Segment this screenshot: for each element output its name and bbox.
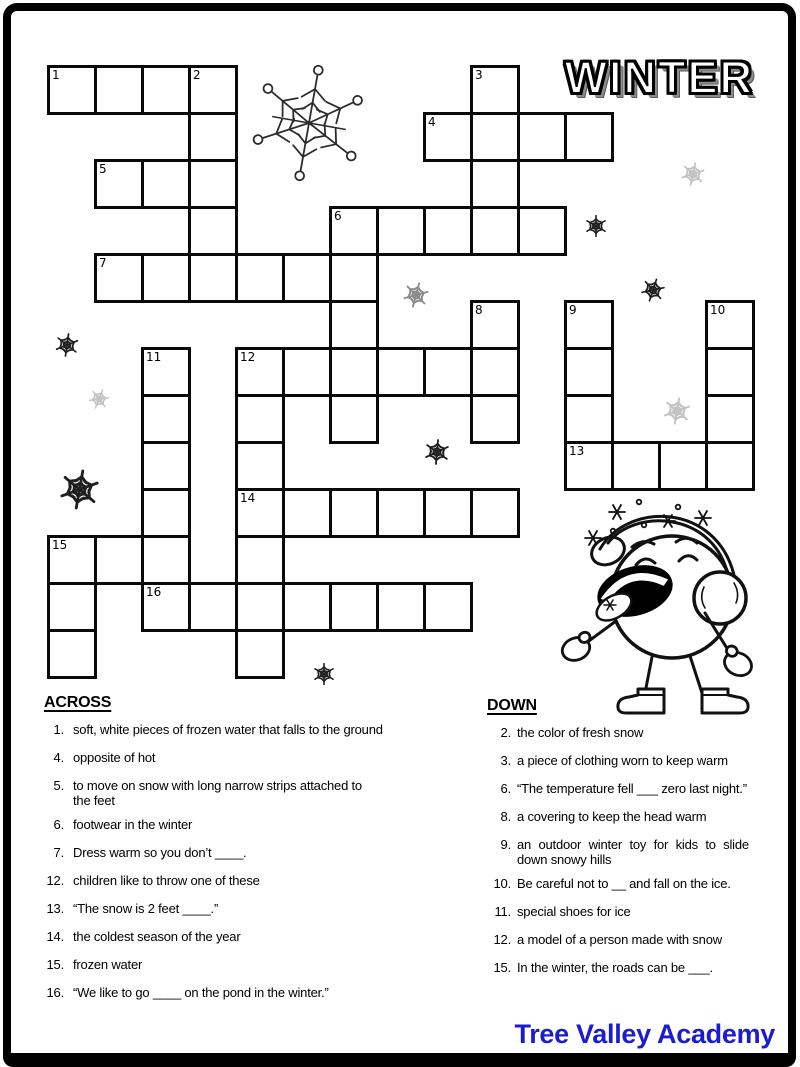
clue-item <box>44 985 464 1000</box>
grid-cell[interactable] <box>141 159 191 209</box>
grid-cell[interactable] <box>470 159 520 209</box>
snowflake-icon <box>52 462 106 516</box>
grid-cell[interactable] <box>282 582 332 632</box>
right-leg <box>690 656 702 693</box>
grid-cell[interactable] <box>188 253 238 303</box>
clue-text: children like to throw one of these <box>73 873 260 888</box>
clue-text: “We like to go ____ on the pond in the winter.” <box>73 985 329 1000</box>
grid-cell[interactable] <box>282 488 332 538</box>
grid-cell-number: 11 <box>146 350 162 364</box>
clue-number: 12. <box>46 873 64 888</box>
clue-item <box>44 750 464 765</box>
grid-cell[interactable] <box>564 347 614 397</box>
clue-number: 4. <box>53 750 64 765</box>
grid-cell[interactable] <box>188 159 238 209</box>
grid-cell-number: 1 <box>52 68 60 82</box>
grid-cell[interactable] <box>329 488 379 538</box>
grid-cell-number: 2 <box>193 68 201 82</box>
clue-number: 12. <box>493 932 511 947</box>
clue-item <box>44 722 464 737</box>
grid-cell-number: 10 <box>710 303 726 317</box>
grid-cell[interactable] <box>423 488 473 538</box>
clue-item <box>487 876 787 891</box>
snowflake-icon <box>398 277 435 314</box>
clue-item <box>487 932 787 947</box>
clue-text: to move on snow with long narrow strips attached to the feet <box>73 778 362 808</box>
grid-cell[interactable] <box>282 347 332 397</box>
snowflake-icon <box>583 213 609 239</box>
grid-cell[interactable] <box>235 253 285 303</box>
across-heading: ACROSS <box>44 694 112 711</box>
clue-item <box>44 873 464 888</box>
grid-cell[interactable] <box>235 535 285 585</box>
clue-number: 15. <box>46 957 64 972</box>
grid-cell[interactable] <box>423 582 473 632</box>
grid-cell-number: 15 <box>52 538 68 552</box>
grid-cell[interactable] <box>329 300 379 350</box>
clue-text: special shoes for ice <box>517 904 631 919</box>
grid-cell[interactable] <box>470 206 520 256</box>
grid-cell-number: 5 <box>99 162 107 176</box>
grid-cell[interactable] <box>235 582 285 632</box>
grid-cell[interactable] <box>658 441 708 491</box>
snowflake-icon <box>676 157 709 190</box>
clue-number: 8. <box>500 809 511 824</box>
clue-number: 15. <box>493 960 511 975</box>
grid-cell[interactable] <box>517 112 567 162</box>
grid-cell[interactable] <box>611 441 661 491</box>
grid-cell-number: 13 <box>569 444 585 458</box>
grid-cell[interactable] <box>470 347 520 397</box>
clue-item <box>487 753 787 768</box>
grid-cell-number: 9 <box>569 303 577 317</box>
grid-cell[interactable] <box>94 65 144 115</box>
grid-cell[interactable] <box>188 582 238 632</box>
grid-cell[interactable] <box>423 206 473 256</box>
grid-cell[interactable] <box>282 253 332 303</box>
across-clues-section <box>44 694 464 1013</box>
clue-number: 6. <box>53 817 64 832</box>
snowflake-icon <box>658 392 695 429</box>
down-clues-section <box>487 697 787 988</box>
clue-number: 1. <box>53 722 64 737</box>
clue-text: Be careful not to __ and fall on the ice. <box>517 876 731 891</box>
grid-cell[interactable] <box>47 629 97 679</box>
across-clue-list <box>44 722 464 1000</box>
clue-item <box>487 725 787 740</box>
right-mitten <box>718 644 756 680</box>
clue-text: soft, white pieces of frozen water that falls to the ground <box>73 722 383 737</box>
grid-cell[interactable] <box>329 582 379 632</box>
grid-cell[interactable] <box>141 253 191 303</box>
clue-number: 9. <box>500 837 511 852</box>
snowflake-icon <box>635 272 670 307</box>
grid-cell[interactable] <box>235 394 285 444</box>
grid-cell[interactable] <box>47 582 97 632</box>
grid-cell-number: 4 <box>428 115 436 129</box>
clue-number: 13. <box>46 901 64 916</box>
clue-text: “The temperature fell ___ zero last night.” <box>517 781 747 796</box>
grid-cell[interactable] <box>376 206 426 256</box>
clue-number: 3. <box>500 753 511 768</box>
grid-cell[interactable] <box>329 253 379 303</box>
clue-text: opposite of hot <box>73 750 156 765</box>
clue-text: “The snow is 2 feet ____.” <box>73 901 219 916</box>
grid-cell[interactable] <box>141 441 191 491</box>
clue-text: the coldest season of the year <box>73 929 241 944</box>
grid-cell[interactable] <box>423 347 473 397</box>
snowman-illustration <box>540 495 800 727</box>
snowflake-icon <box>51 329 83 361</box>
clue-item <box>44 817 464 832</box>
grid-cell[interactable] <box>564 394 614 444</box>
clue-item <box>487 960 787 975</box>
clue-number: 2. <box>500 725 511 740</box>
grid-cell[interactable] <box>705 441 755 491</box>
grid-cell-number: 8 <box>475 303 483 317</box>
snowflake-icon <box>311 661 337 687</box>
clue-number: 11. <box>494 904 511 919</box>
clue-number: 16. <box>46 985 64 1000</box>
clue-item <box>487 781 787 796</box>
grid-cell[interactable] <box>470 394 520 444</box>
clue-item <box>44 778 464 808</box>
grid-cell[interactable] <box>517 206 567 256</box>
clue-text: an outdoor winter toy for kids to slide down snowy hills <box>517 837 749 867</box>
clue-item <box>487 904 787 919</box>
grid-cell[interactable] <box>141 488 191 538</box>
clue-item <box>44 901 464 916</box>
large-snowflake-icon <box>250 58 368 188</box>
grid-cell[interactable] <box>329 394 379 444</box>
grid-cell-number: 16 <box>146 585 162 599</box>
clue-text: Dress warm so you don’t ____. <box>73 845 247 860</box>
page-title: WINTER <box>564 52 754 103</box>
grid-cell-number: 3 <box>475 68 483 82</box>
clue-number: 7. <box>53 845 64 860</box>
grid-cell[interactable] <box>376 347 426 397</box>
grid-cell-number: 12 <box>240 350 256 364</box>
down-clue-list <box>487 725 787 975</box>
grid-cell[interactable] <box>705 347 755 397</box>
clue-number: 10. <box>493 876 511 891</box>
clue-number: 5. <box>53 778 64 793</box>
clue-item <box>487 809 787 824</box>
grid-cell[interactable] <box>235 629 285 679</box>
clue-item <box>44 845 464 860</box>
grid-cell[interactable] <box>376 582 426 632</box>
down-heading: DOWN <box>487 697 537 714</box>
grid-cell[interactable] <box>470 112 520 162</box>
grid-cell-number: 7 <box>99 256 107 270</box>
clue-text: a piece of clothing worn to keep warm <box>517 753 728 768</box>
grid-cell[interactable] <box>705 394 755 444</box>
clue-item <box>487 837 787 867</box>
grid-cell[interactable] <box>329 347 379 397</box>
grid-cell[interactable] <box>141 535 191 585</box>
grid-cell[interactable] <box>564 112 614 162</box>
grid-cell[interactable] <box>235 441 285 491</box>
grid-cell-number: 6 <box>334 209 342 223</box>
left-mitten <box>558 631 596 664</box>
grid-cell[interactable] <box>188 112 238 162</box>
clue-text: In the winter, the roads can be ___. <box>517 960 713 975</box>
grid-cell[interactable] <box>141 65 191 115</box>
clue-number: 6. <box>500 781 511 796</box>
clue-text: the color of fresh snow <box>517 725 644 740</box>
grid-cell[interactable] <box>188 206 238 256</box>
grid-cell[interactable] <box>141 394 191 444</box>
snowflake-icon <box>83 383 114 414</box>
grid-cell-number: 14 <box>240 491 256 505</box>
grid-cell[interactable] <box>376 488 426 538</box>
clue-text: frozen water <box>73 957 143 972</box>
clue-number: 14. <box>46 929 64 944</box>
clue-item <box>44 957 464 972</box>
clue-item <box>44 929 464 944</box>
clue-text: a model of a person made with snow <box>517 932 722 947</box>
grid-cell[interactable] <box>94 535 144 585</box>
brand-footer: Tree Valley Academy <box>514 1019 775 1049</box>
clue-text: footwear in the winter <box>73 817 193 832</box>
grid-cell[interactable] <box>470 488 520 538</box>
clue-text: a covering to keep the head warm <box>517 809 707 824</box>
snowflake-icon <box>421 436 454 469</box>
